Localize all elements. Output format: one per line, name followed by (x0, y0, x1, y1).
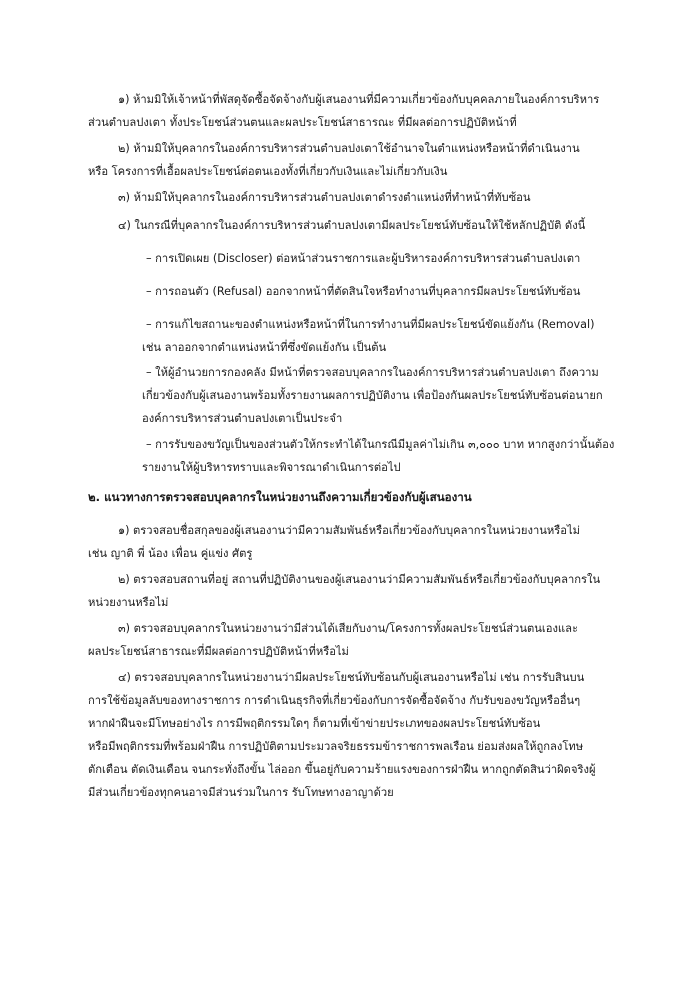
text-line: ๒) ตรวจสอบสถานที่อยู่ สถานที่ปฏิบัติงานของผู้เสนองานว่ามีความสัมพันธ์หรือเกี่ยวข้องกับบุคลากรใน (118, 573, 601, 586)
paragraph-check-3 (88, 617, 578, 663)
text-line: ตักเตือน ตัดเงินเดือน จนกระทั่งถึงขั้น ไล่ออก ขึ้นอยู่กับความร้ายแรงของการฝ่าฝืน หากถูกตัดสินว่าผิดจริงผู้ (88, 763, 596, 776)
text-line: เช่น ลาออกจากตำแหน่งหน้าที่ซึ่งขัดแย้งกัน เป็นต้น (142, 341, 387, 354)
paragraph-item-2 (88, 137, 580, 183)
text-line: – การรับของขวัญเป็นของส่วนตัวให้กระทำได้ในกรณีมีมูลค่าไม่เกิน ๓,๐๐๐ บาท หากสูงกว่านั้นต้อง (146, 438, 615, 451)
text-line: การใช้ข้อมูลลับของทางราชการ การดำเนินธุรกิจที่เกี่ยวข้องกับการจัดซื้อจัดจ้าง กับรับของขวัญหรืออื่นๆ (88, 694, 581, 707)
text-line: – การถอนตัว (Refusal) ออกจากหน้าที่ตัดสินใจหรือทำงานที่บุคลากรมีผลประโยชน์ทับซ้อน (146, 285, 581, 298)
paragraph-item-1 (88, 88, 600, 134)
text-line: – การแก้ไขสถานะของตำแหน่งหรือหน้าที่ในการทำงานที่มีผลประโยชน์ขัดแย้งกัน (Removal) (146, 318, 595, 331)
text-line: ๔) ตรวจสอบบุคลากรในหน่วยงานว่ามีผลประโยชน์ทับซ้อนกับผู้เสนองานหรือไม่ เช่น การรับสินบน (118, 671, 585, 684)
text-line: หน่วยงานหรือไม่ (88, 596, 169, 609)
paragraph-check-2 (88, 568, 601, 614)
text-line: องค์การบริหารส่วนตำบลปงเตาเป็นประจำ (142, 412, 343, 425)
text-line: มีส่วนเกี่ยวข้องทุกคนอาจมีส่วนร่วมในการ รับโทษทางอาญาด้วย (88, 786, 394, 799)
text-line: ๑) ตรวจสอบชื่อสกุลของผู้เสนองานว่ามีความสัมพันธ์หรือเกี่ยวข้องกับบุคลากรในหน่วยงานหรือไม่ (118, 524, 580, 537)
text-line: รายงานให้ผู้บริหารทราบและพิจารณาดำเนินการต่อไป (142, 461, 401, 474)
text-line: ส่วนตำบลปงเตา ทั้งประโยชน์ส่วนตนและผลประโยชน์สาธารณะ ที่มีผลต่อการปฏิบัติหน้าที่ (88, 116, 517, 129)
text-line: – การเปิดเผย (Discloser) ต่อหน้าส่วนราชการและผู้บริหารองค์การบริหารส่วนตำบลปงเตา (146, 252, 581, 265)
paragraph-item-3 (118, 186, 531, 209)
text-line: เกี่ยวข้องกับผู้เสนองานพร้อมทั้งรายงานผลการปฏิบัติงาน เพื่อป้องกันผลประโยชน์ทับซ้อนต่อนายก (142, 389, 603, 402)
section-heading: ๒. แนวทางการตรวจสอบบุคลากรในหน่วยงานถึงความเกี่ยวข้องกับผู้เสนองาน (88, 490, 472, 504)
bullet-finance-director (142, 361, 603, 430)
text-line: ๑) ห้ามมิให้เจ้าหน้าที่พัสดุจัดซื้อจัดจ้างกับผู้เสนองานที่มีความเกี่ยวข้องกับบุคคลภายในองค์การบริหาร (118, 93, 600, 106)
text-line: ๔) ในกรณีที่บุคลากรในองค์การบริหารส่วนตำบลปงเตามีผลประโยชน์ทับซ้อนให้ใช้หลักปฏิบัติ ดังนี้ (118, 219, 586, 232)
bullet-removal (142, 313, 595, 359)
paragraph-item-4 (118, 214, 585, 237)
text-line: ๓) ห้ามมิให้บุคลากรในองค์การบริหารส่วนตำบลปงเตาดำรงตำแหน่งที่ทำหน้าที่ทับซ้อน (118, 191, 531, 204)
text-line: ผลประโยชน์สาธารณะที่มีผลต่อการปฏิบัติหน้าที่หรือไม่ (88, 645, 349, 658)
text-line: หรือมีพฤติกรรมที่พร้อมฝ่าฝืน การปฏิบัติตามประมวลจริยธรรมข้าราชการพลเรือน ย่อมส่งผลให้ถูกลงโทษ (88, 740, 584, 753)
text-line: หรือ โครงการที่เอื้อผลประโยชน์ต่อตนเองทั้งที่เกี่ยวกับเงินและไม่เกี่ยวกับเงิน (88, 165, 448, 178)
text-line: หากฝ่าฝืนจะมีโทษอย่างไร การมีพฤติกรรมใดๆ ก็ตามที่เข้าข่ายประเภทของผลประโยชน์ทับซ้อน (88, 717, 541, 730)
bullet-disclose (146, 247, 580, 270)
bullet-refusal (146, 280, 580, 303)
text-line: ๓) ตรวจสอบบุคลากรในหน่วยงานว่ามีส่วนได้เสียกับงาน/โครงการทั้งผลประโยชน์ส่วนตนเองและ (118, 622, 578, 635)
paragraph-check-4 (88, 666, 596, 804)
text-line: เช่น ญาติ พี่ น้อง เพื่อน คู่แข่ง ศัตรู (88, 547, 253, 560)
text-line: – ให้ผู้อำนวยการกองคลัง มีหน้าที่ตรวจสอบบุคลากรในองค์การบริหารส่วนตำบลปงเตา ถึงความ (146, 366, 599, 379)
bullet-gift (142, 433, 615, 479)
paragraph-check-1 (88, 519, 580, 565)
text-line: ๒) ห้ามมิให้บุคลากรในองค์การบริหารส่วนตำบลปงเตาใช้อำนาจในตำแหน่งหรือหน้าที่ดำเนินงาน (118, 142, 580, 155)
